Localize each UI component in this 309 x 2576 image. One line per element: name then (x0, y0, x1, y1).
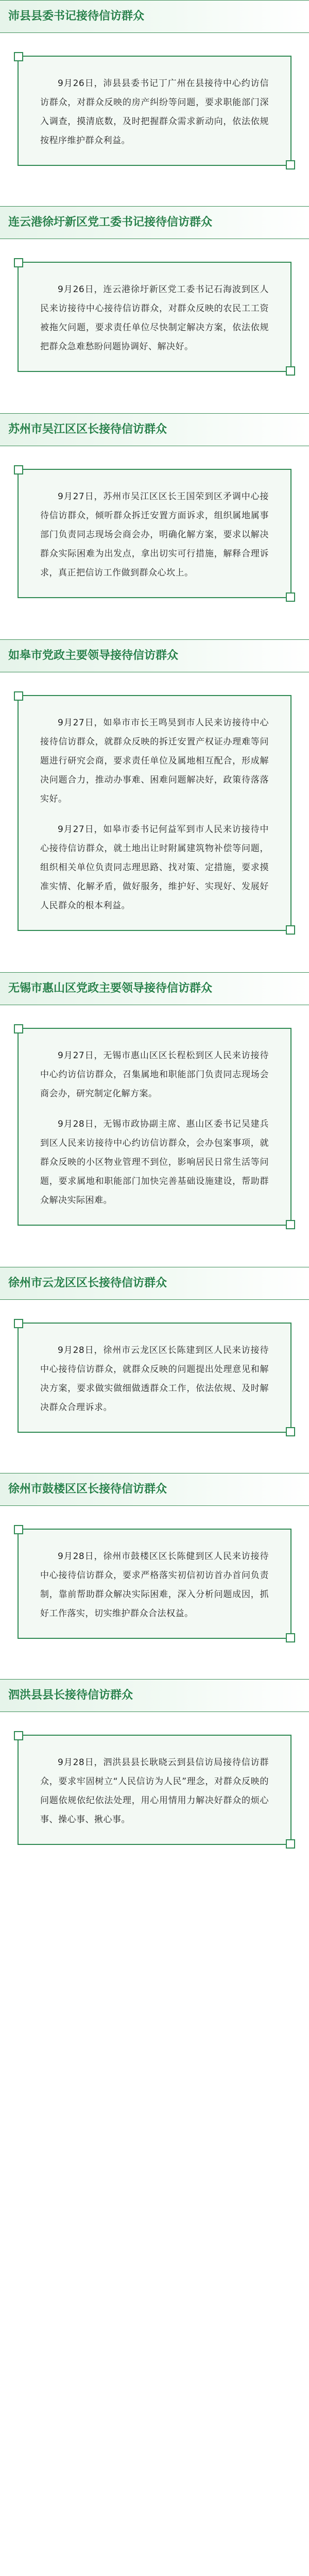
content-card (18, 1323, 291, 1433)
paragraph: 9月28日，无锡市政协副主席、惠山区委书记吴建兵到区人民来访接待中心约访信访群众，会办包案事项，就群众反映的小区物业管理不到位，影响居民日常生活等问题，要求属地和职能部门加快完善基础设施建设，帮助群众解决实际困难。 (40, 1119, 269, 1206)
content-card (18, 1529, 291, 1639)
paragraph: 9月28日，徐州市云龙区区长陈建到区人民来访接待中心接待信访群众，就群众反映的问题提出处理意见和解决方案，要求做实做细做透群众工作，依法依规、及时解决群众合理诉求。 (40, 1345, 269, 1413)
section-xuzhou-gulou (0, 1473, 309, 1639)
section-title: 苏州市吴江区区长接待信访群众 (8, 422, 167, 436)
section-title: 如皋市党政主要领导接待信访群众 (8, 649, 179, 662)
section-title: 泗洪县县长接待信访群众 (8, 1688, 133, 1702)
section-title: 徐州市鼓楼区区长接待信访群众 (8, 1482, 167, 1496)
content-card (18, 1028, 291, 1226)
section-title: 徐州市云龙区区长接待信访群众 (8, 1276, 167, 1290)
paragraph: 9月28日，泗洪县县长耿晓云到县信访局接待信访群众，要求牢固树立“人民信访为人民”理念，对群众反映的问题依规依纪依法处理，用心用情用力解决好群众的烦心事、操心事、揪心事。 (40, 1757, 269, 1825)
paragraph: 9月27日，如皋市委书记何益军到市人民来访接待中心接待信访群众，就土地出让时附属建筑物补偿等问题，组织相关单位负责同志理思路、找对策、定措施，要求摸准实情、化解矛盾，做好服务，维护好、实现好、发展好人民群众的根本利益。 (40, 824, 269, 911)
content-card (18, 469, 291, 598)
section-suzhou-wujiang (0, 413, 309, 598)
content-card (18, 1735, 291, 1845)
section-rugao (0, 639, 309, 931)
section-lianyungang-xuwei (0, 206, 309, 372)
content-card (18, 695, 291, 931)
paragraph: 9月26日，连云港徐圩新区党工委书记石海波到区人民来访接待中心接待信访群众，对群众反映的农民工工资被拖欠问题，要求责任单位尽快制定解决方案，依法依规把群众急难愁盼问题协调好、解决好。 (40, 284, 269, 352)
section-header (0, 639, 309, 672)
paragraph: 9月27日，无锡市惠山区区长程松到区人民来访接待中心约访信访群众，召集属地和职能部门负责同志现场会商会办，研究制定化解方案。 (40, 1050, 269, 1099)
section-title: 连云港徐圩新区党工委书记接待信访群众 (8, 215, 213, 229)
content-card (18, 56, 291, 166)
section-header (0, 413, 309, 446)
section-peixian (0, 0, 309, 166)
content-card (18, 262, 291, 372)
paragraph: 9月27日，如皋市市长王鸣昊到市人民来访接待中心接待信访群众，就群众反映的拆迁安置产权证办理难等问题进行研究会商，要求责任单位及属地相互配合，形成解决问题合力，推动办事难、困难问题解决好，政策待落落实好。 (40, 718, 269, 804)
section-header (0, 1679, 309, 1712)
section-xuzhou-yunlong (0, 1267, 309, 1433)
section-header (0, 1267, 309, 1300)
section-header (0, 972, 309, 1005)
section-header (0, 206, 309, 239)
section-header (0, 1473, 309, 1506)
paragraph: 9月26日，沛县县委书记丁广州在县接待中心约访信访群众，对群众反映的房产纠纷等问题，要求职能部门深入调查，摸清底数，及时把握群众需求新动向，依法依规按程序维护群众利益。 (40, 78, 269, 146)
section-title: 无锡市惠山区党政主要领导接待信访群众 (8, 981, 213, 995)
paragraph: 9月28日，徐州市鼓楼区区长陈健到区人民来访接待中心接待信访群众，要求严格落实初信初访首办首问负责制，靠前帮助群众解决实际困难，深入分析问题成因，抓好工作落实，切实维护群众合法权益。 (40, 1551, 269, 1619)
section-header (0, 0, 309, 33)
section-title: 沛县县委书记接待信访群众 (8, 9, 145, 23)
section-sihong (0, 1679, 309, 1845)
paragraph: 9月27日，苏州市吴江区区长王国荣到区矛调中心接待信访群众，倾听群众拆迁安置方面诉求，组织属地属事部门负责同志现场会商会办，明确化解方案，要求以解决群众实际困难为出发点，拿出切实可行措施，解释合理诉求，真正把信访工作做到群众心坎上。 (40, 492, 269, 578)
section-wuxi-huishan (0, 972, 309, 1226)
